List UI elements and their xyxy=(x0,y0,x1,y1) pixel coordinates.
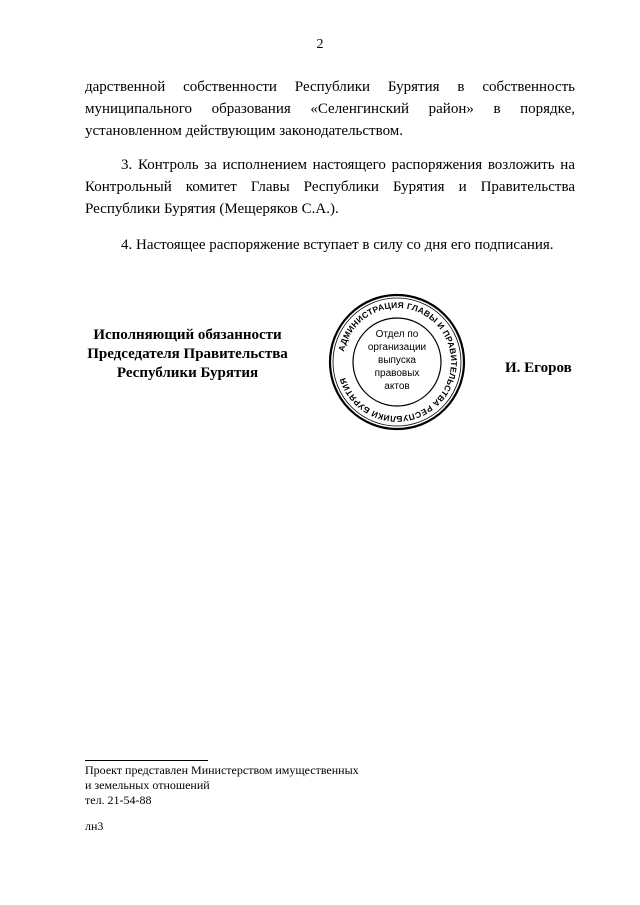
footer-line: тел. 21-54-88 xyxy=(85,793,152,807)
stamp-center-line: Отдел по xyxy=(375,329,419,340)
signer-title-line: Республики Бурятия xyxy=(116,365,259,381)
signer-title-line: Исполняющий обязанности xyxy=(93,327,282,343)
stamp-center-line: выпуска xyxy=(378,355,416,366)
official-stamp xyxy=(327,292,467,432)
stamp-center-line: актов xyxy=(384,381,410,392)
footer-line: и земельных отношений xyxy=(85,778,210,792)
footer-line: Проект представлен Министерством имущественных xyxy=(85,763,359,777)
stamp-center-line: правовых xyxy=(374,368,420,379)
document-code: лн3 xyxy=(85,819,104,833)
paragraph-3: 3. Контроль за исполнением настоящего распоряжения возложить на Контрольный комитет Главы Республики Бурятия и Правительства Республики Бурятия (Мещеряков С.А.). xyxy=(85,157,575,217)
stamp-ring-text: АДМИНИСТРАЦИЯ ГЛАВЫ И ПРАВИТЕЛЬСТВА РЕСПУБЛИКИ БУРЯТИЯ xyxy=(336,299,460,425)
paragraph-continuation: дарственной собственности Республики Бурятия в собственность муниципального образования «Селенгинский район» в порядке, установленном действующим законодательством. xyxy=(85,79,575,139)
footer-divider xyxy=(85,760,208,761)
signer-title-line: Председателя Правительства xyxy=(87,346,288,362)
stamp-center-line: организации xyxy=(367,342,427,353)
signer-title xyxy=(80,326,295,383)
footer-note xyxy=(85,763,359,808)
page-number: 2 xyxy=(316,37,324,52)
paragraph-4: 4. Настоящее распоряжение вступает в силу со дня его подписания. xyxy=(121,237,554,253)
signer-name: И. Егоров xyxy=(505,360,572,376)
